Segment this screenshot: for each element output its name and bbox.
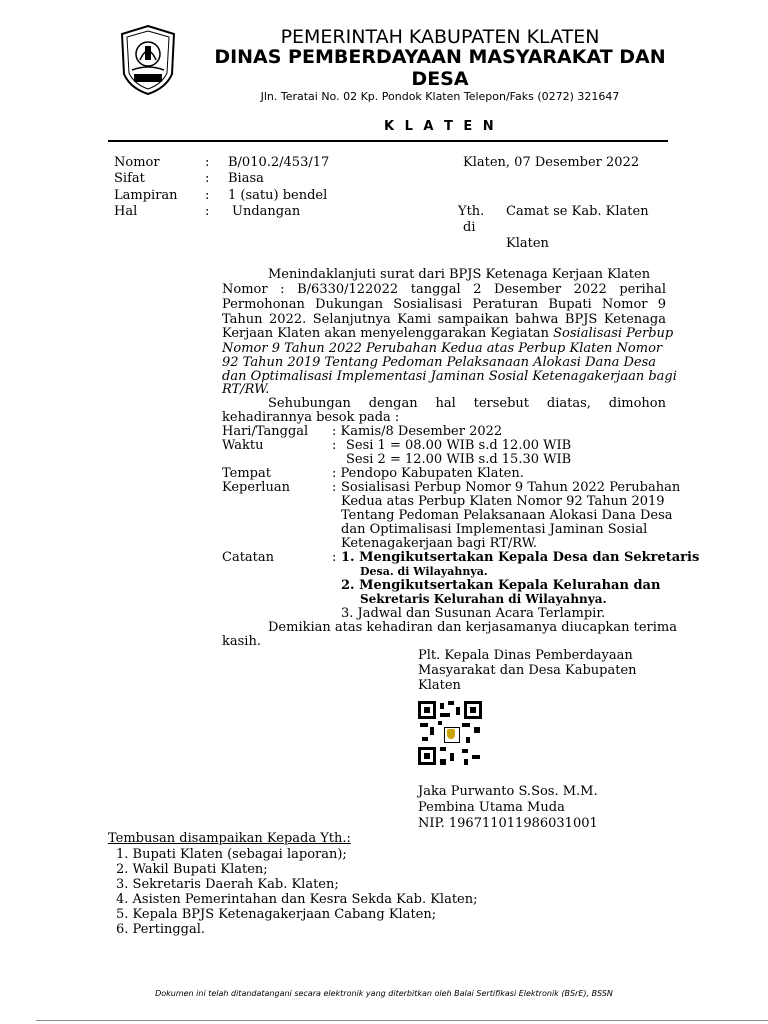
nomor-label: Nomor [114, 155, 160, 170]
sifat-value: Biasa [228, 171, 264, 186]
tempat-label: Tempat [222, 466, 271, 481]
p1-italic-line-2: 92 Tahun 2019 Tentang Pedoman Pelaksanaan Alokasi Dana Desa [222, 355, 657, 370]
bsre-footer-note: Dokumen ini telah ditandatangani secara elektronik yang diterbitkan oleh Balai Sertifikasi Elektronik (BSrE), BSSN [155, 989, 613, 998]
letter-date: Klaten, 07 Desember 2022 [463, 155, 640, 170]
signer-title-1: Plt. Kepala Dinas Pemberdayaan [418, 648, 633, 663]
p1-line-1: Menindaklanjuti surat dari BPJS Ketenaga Kerjaan Klaten [268, 267, 651, 282]
p1-line-2: Nomor : B/6330/122022 tanggal 2 Desember 2022 perihal [222, 282, 666, 297]
waktu-colon: : [332, 438, 337, 453]
tembusan-item-1: 1. Bupati Klaten (sebagai laporan); [116, 847, 347, 862]
keperluan-line-3: Tentang Pedoman Pelaksanaan Alokasi Dana Desa [341, 508, 673, 523]
footer-rule [36, 1020, 768, 1021]
p1-line-3: Permohonan Dukungan Sosialisasi Peraturan Bupati Nomor 9 [222, 297, 666, 312]
p1-line-5-normal: Kerjaan Klaten akan menyelenggarakan Kegiatan [222, 326, 554, 341]
catatan-2a: 2. Mengikutsertakan Kepala Kelurahan dan [341, 578, 661, 593]
signer-nip: NIP. 196711011986031001 [418, 816, 598, 831]
signer-name: Jaka Purwanto S.Sos. M.M. [418, 784, 598, 799]
tembusan-item-3: 3. Sekretaris Daerah Kab. Klaten; [116, 877, 339, 892]
catatan-colon: : [332, 550, 337, 565]
tembusan-item-2: 2. Wakil Bupati Klaten; [116, 862, 268, 877]
tempat-value: : Pendopo Kabupaten Klaten. [332, 466, 524, 481]
keperluan-line-2: Kedua atas Perbup Klaten Nomor 92 Tahun 2019 [341, 494, 665, 509]
hal-colon: : [205, 204, 210, 219]
p1-italic-line-1: Nomor 9 Tahun 2022 Perubahan Kedua atas Perbup Klaten Nomor [222, 341, 663, 356]
p1-italic-line-3: dan Optimalisasi Implementasi Jaminan Sosial Ketenagakerjaan bagi [222, 369, 677, 384]
nomor-value: B/010.2/453/17 [228, 155, 330, 170]
kop-line-2b: DESA [411, 68, 469, 90]
qr-code-signature [418, 701, 482, 765]
keperluan-line-5: Ketenagakerjaan bagi RT/RW. [341, 536, 538, 551]
tembusan-title: Tembusan disampaikan Kepada Yth.: [108, 831, 351, 846]
p1-line-5 [222, 326, 673, 341]
kop-line-1: PEMERINTAH KABUPATEN KLATEN [280, 26, 600, 48]
keperluan-line-4: dan Optimalisasi Implementasi Jaminan Sosial [341, 522, 648, 537]
closing-line-1: Demikian atas kehadiran dan kerjasamanya diucapkan terima [268, 620, 678, 635]
sesi-2: Sesi 2 = 12.00 WIB s.d 15.30 WIB [346, 452, 572, 467]
catatan-3: 3. Jadwal dan Susunan Acara Terlampir. [341, 606, 606, 621]
tembusan-item-6: 6. Pertinggal. [116, 922, 206, 937]
waktu-label: Waktu [222, 438, 264, 453]
catatan-label: Catatan [222, 550, 275, 565]
kop-line-2a: DINAS PEMBERDAYAAN MASYARAKAT DAN [214, 46, 666, 68]
p1-italic-line-4: RT/RW. [222, 382, 270, 397]
recipient-place: Klaten [506, 236, 549, 251]
p1-line-4: Tahun 2022. Selanjutnya Kami sampaikan bahwa BPJS Ketenaga [222, 312, 666, 327]
hal-label: Hal [114, 204, 138, 219]
tembusan-item-4: 4. Asisten Pemerintahan dan Kesra Sekda Kab. Klaten; [116, 892, 478, 907]
p2-line-2: kehadirannya besok pada : [222, 410, 400, 425]
tembusan-item-5: 5. Kepala BPJS Ketenagakerjaan Cabang Klaten; [116, 907, 437, 922]
hal-value: Undangan [232, 204, 301, 219]
signer-rank: Pembina Utama Muda [418, 800, 565, 815]
kop-address: Jln. Teratai No. 02 Kp. Pondok Klaten Telepon/Faks (0272) 321647 [260, 90, 620, 103]
lampiran-colon: : [205, 188, 210, 203]
recipient: Camat se Kab. Klaten [506, 204, 649, 219]
signer-title-2: Masyarakat dan Desa Kabupaten [418, 663, 637, 678]
nomor-colon: : [205, 155, 210, 170]
keperluan-line-1: Sosialisasi Perbup Nomor 9 Tahun 2022 Perubahan [341, 480, 681, 495]
klaten-coat-of-arms-logo [118, 24, 178, 96]
catatan-2b: Sekretaris Kelurahan di Wilayahnya. [360, 592, 607, 606]
di-label: di [463, 220, 476, 235]
keperluan-label: Keperluan [222, 480, 290, 495]
closing-line-2: kasih. [222, 634, 261, 649]
kop-divider [108, 140, 668, 142]
lampiran-label: Lampiran [114, 188, 178, 203]
p2-line-1: Sehubungan dengan hal tersebut diatas, dimohon [268, 396, 666, 411]
lampiran-value: 1 (satu) bendel [228, 188, 328, 203]
signer-title-3: Klaten [418, 678, 461, 693]
sesi-1: Sesi 1 = 08.00 WIB s.d 12.00 WIB [346, 438, 572, 453]
hari-label: Hari/Tanggal [222, 424, 309, 439]
yth-label: Yth. [458, 204, 485, 219]
p1-line-5-italic: Sosialisasi Perbup [553, 326, 674, 341]
sifat-label: Sifat [114, 171, 145, 186]
keperluan-colon: : [332, 480, 337, 495]
kop-city: K L A T E N [384, 119, 497, 134]
catatan-1a: 1. Mengikutsertakan Kepala Desa dan Sekretaris [341, 550, 700, 565]
sifat-colon: : [205, 171, 210, 186]
catatan-1b: Desa. di Wilayahnya. [360, 565, 488, 578]
hari-value: : Kamis/8 Desember 2022 [332, 424, 503, 439]
